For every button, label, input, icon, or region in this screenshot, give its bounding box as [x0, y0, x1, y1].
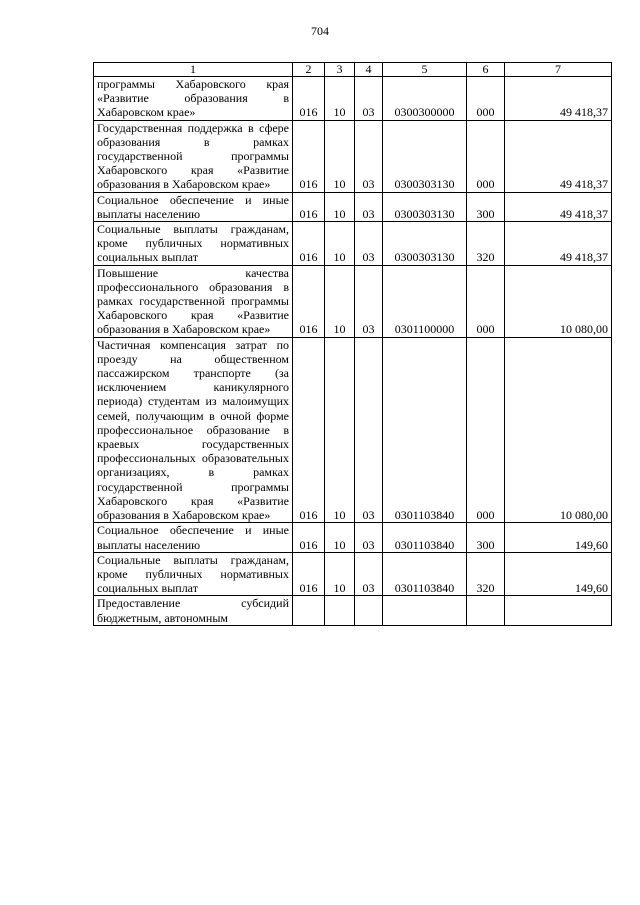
row-amount: 10 080,00: [505, 337, 612, 523]
row-amount: 149,60: [505, 523, 612, 552]
row-amount: 49 418,37: [505, 222, 612, 266]
table-row: [94, 265, 612, 337]
row-section-code: 10: [325, 120, 355, 192]
table-row: [94, 596, 612, 625]
row-subsection-code: 03: [355, 120, 383, 192]
table-row: [94, 120, 612, 192]
row-amount: 49 418,37: [505, 192, 612, 221]
table-row: [94, 337, 612, 523]
row-target-code: [383, 596, 467, 625]
row-subsection-code: 03: [355, 192, 383, 221]
row-ministry-code: [293, 596, 325, 625]
row-expense-type: 320: [467, 222, 505, 266]
row-section-code: 10: [325, 192, 355, 221]
row-section-code: 10: [325, 265, 355, 337]
row-target-code: 0301103840: [383, 337, 467, 523]
row-subsection-code: 03: [355, 523, 383, 552]
row-amount: [505, 596, 612, 625]
table-row: [94, 77, 612, 121]
row-ministry-code: 016: [293, 337, 325, 523]
row-name: Социальное обеспечение и иные выплаты населению: [94, 523, 293, 552]
row-name: Социальное обеспечение и иные выплаты населению: [94, 192, 293, 221]
row-expense-type: 000: [467, 77, 505, 121]
row-name: Частичная компенсация затрат по проезду на общественном пассажирском транспорте (за исключением каникулярного периода) студентам из малоимущих семей, получающим в очной форме профессиональное образование в краевых государственных профессиональных образовательных организациях, в рамках государственной программы Хабаровского края «Развитие образования в Хабаровском крае»: [94, 337, 293, 523]
table-row: [94, 523, 612, 552]
row-amount: 49 418,37: [505, 77, 612, 121]
row-ministry-code: 016: [293, 120, 325, 192]
header-col-5: 5: [383, 63, 467, 77]
row-ministry-code: 016: [293, 265, 325, 337]
row-name: программы Хабаровского края «Развитие образования в Хабаровском крае»: [94, 77, 293, 121]
row-target-code: 0301103840: [383, 523, 467, 552]
row-ministry-code: 016: [293, 192, 325, 221]
row-subsection-code: 03: [355, 265, 383, 337]
row-subsection-code: 03: [355, 77, 383, 121]
header-col-7: 7: [505, 63, 612, 77]
row-target-code: 0301100000: [383, 265, 467, 337]
table-row: [94, 552, 612, 596]
row-section-code: 10: [325, 552, 355, 596]
row-target-code: 0300303130: [383, 192, 467, 221]
budget-table: [93, 62, 612, 626]
row-expense-type: 000: [467, 337, 505, 523]
row-section-code: 10: [325, 222, 355, 266]
row-expense-type: 000: [467, 265, 505, 337]
row-expense-type: 320: [467, 552, 505, 596]
row-name: Социальные выплаты гражданам, кроме публичных нормативных социальных выплат: [94, 552, 293, 596]
row-subsection-code: 03: [355, 552, 383, 596]
row-expense-type: 300: [467, 523, 505, 552]
row-section-code: [325, 596, 355, 625]
table-header-row: [94, 63, 612, 77]
row-target-code: 0300300000: [383, 77, 467, 121]
row-subsection-code: [355, 596, 383, 625]
row-target-code: 0301103840: [383, 552, 467, 596]
header-col-2: 2: [293, 63, 325, 77]
table-row: [94, 192, 612, 221]
row-ministry-code: 016: [293, 222, 325, 266]
row-amount: 10 080,00: [505, 265, 612, 337]
row-name: Предоставление субсидий бюджетным, автономным: [94, 596, 293, 625]
row-target-code: 0300303130: [383, 222, 467, 266]
row-expense-type: 300: [467, 192, 505, 221]
page-number: 704: [311, 24, 329, 38]
row-name: Повышение качества профессионального образования в рамках государственной программы Хабаровского края «Развитие образования в Хабаровском крае»: [94, 265, 293, 337]
header-col-4: 4: [355, 63, 383, 77]
table-row: [94, 222, 612, 266]
row-amount: 49 418,37: [505, 120, 612, 192]
header-col-3: 3: [325, 63, 355, 77]
row-expense-type: [467, 596, 505, 625]
row-name: Государственная поддержка в сфере образования в рамках государственной программы Хабаровского края «Развитие образования в Хабаровском крае»: [94, 120, 293, 192]
row-section-code: 10: [325, 337, 355, 523]
row-section-code: 10: [325, 523, 355, 552]
row-target-code: 0300303130: [383, 120, 467, 192]
row-ministry-code: 016: [293, 77, 325, 121]
header-col-6: 6: [467, 63, 505, 77]
row-ministry-code: 016: [293, 523, 325, 552]
row-amount: 149,60: [505, 552, 612, 596]
row-ministry-code: 016: [293, 552, 325, 596]
row-name: Социальные выплаты гражданам, кроме публичных нормативных социальных выплат: [94, 222, 293, 266]
row-expense-type: 000: [467, 120, 505, 192]
row-section-code: 10: [325, 77, 355, 121]
header-col-1: 1: [94, 63, 293, 77]
row-subsection-code: 03: [355, 222, 383, 266]
row-subsection-code: 03: [355, 337, 383, 523]
